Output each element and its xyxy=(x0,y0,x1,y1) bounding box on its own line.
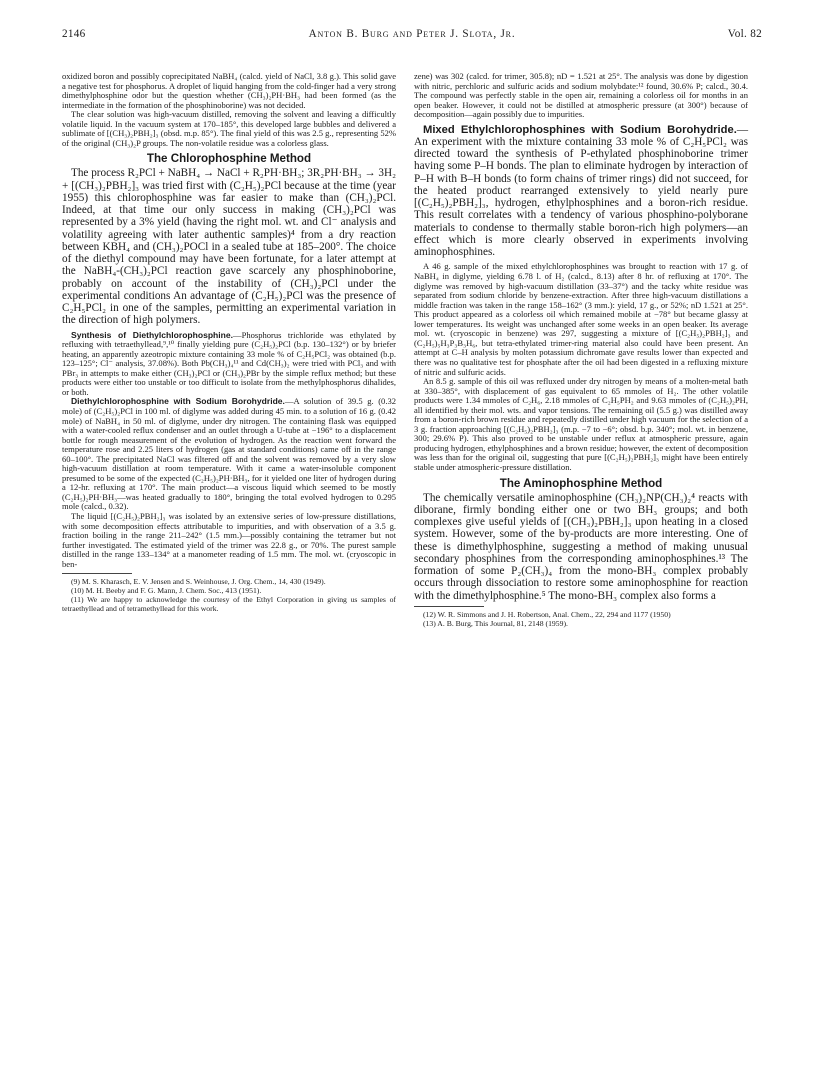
section-heading-chlorophosphine: The Chlorophosphine Method xyxy=(146,152,312,166)
paragraph-text: —Phosphorus trichloride was ethylated by refluxing with tetraethyllead,⁹,¹⁰ finally yielding pure (C₂H₅)₂PCl (b.p. 130–132°) or by briefer heating, an apparently azeotropic mixture containing 33 mole % of C₂H₅PCl₂ was obtained (b.p. 123–125°; Cl⁻ analysis, 37.08%). Both Pb(CH₃)₄¹¹ and Cd(CH₃)₂ were tried with PCl₃ and with PBr₃ in attempts to make either (CH₃)₂PCl or (CH₃)₂PBr by the simple reflux method; but these products were either too unstable or too difficult to isolate from the methylphosphorus dihalides, or both. xyxy=(62,329,397,397)
paragraph: The process R₂PCl + NaBH₄ → NaCl + R₂PH·BH₃; 3R₂PH·BH₃ → 3H₂ + [(CH₃)₂PBH₂]₃ was tried first with (C₂H₅)₂PCl because at the time (year 1955) this chlorophosphine was far easier to make than (CH₃)₂PCl. Indeed, at that time our only success in making (CH₃)₂PCl was represented by a 3% yield (having the right mol. wt. and Cl⁻ analysis and volatility agreeing with later authentic samples)⁴ from a dry reaction between KBH₄ and (CH₃)₂POCl in a sealed tube at 185–200°. The choice of the diethyl compound may have been fortunate, for a later attempt at the NaBH₄-(CH₃)₂PCl reaction gave scarcely any phosphinoborine, probably on account of the instability of (CH₃)₂PCl under the experimental conditions An advantage of (C₂H₅)₂PCl was the presence of C₂H₅PCl₂ in one of the samples, permitting an experimental variation in the direction of high polymers. xyxy=(62,167,396,327)
right-column xyxy=(414,72,748,628)
running-title: Anton B. Burg and Peter J. Slota, Jr. xyxy=(308,28,516,40)
footnote-rule xyxy=(414,606,484,607)
run-in-heading: Synthesis of Diethylchlorophosphine. xyxy=(71,329,234,340)
journal-page xyxy=(62,28,762,1058)
paragraph: The liquid [(C₂H₅)₂PBH₂]₃ was isolated by an extensive series of low-pressure distillations, with some decomposition effects attributable to impurities, and with observation of a 3.5 g. fraction boiling in the range 211–242° (1.5 mm.)—possibly containing the tetramer but not further investigated. The estimated yield of the trimer was 22.8 g., or 70%. The purest sample distilled in the range 133–134° at a manometer reading of 1.5 mm. The mol. wt. (cryoscopic in ben- xyxy=(62,511,396,569)
paragraph xyxy=(62,331,396,398)
left-column xyxy=(62,72,396,613)
page-number: 2146 xyxy=(62,28,86,40)
section-heading-aminophosphine: The Aminophosphine Method xyxy=(499,476,663,490)
paragraph xyxy=(414,124,748,259)
volume-label: Vol. 82 xyxy=(727,28,762,40)
paragraph xyxy=(62,397,396,512)
paragraph-text: —A solution of 39.5 g. (0.32 mole) of (C₂H₅)₂PCl in 100 ml. of diglyme was added during 45 min. to a solution of 16 g. (0.42 mole) of NaBH₄ in 50 ml. of diglyme, under dry nitrogen. The containing flask was equipped with a water-cooled reflux condenser and an outlet through a U-tube at −196° to a displacement bottle for rough measurement of the evolution of hydrogen. As the reaction went forward the temperature rose and 2.25 liters of hydrogen (gas at standard conditions) came off in the range 60–100°. The precipitated NaCl was filtered off and the solvent was removed by a very slow high-vacuum distillation at room temperature. With it came a water-insoluble component presumed to be some of the expected (C₂H₅)₂PH·BH₃, for it yielded one liter of hydrogen during a 12-hr. refluxing at 170°. The main product—a viscous liquid which seemed to be mostly (C₂H₅)₂PH·BH₃—was heated gradually to 180°, bringing the total evolved hydrogen to 0.295 mole (calcd., 0.32). xyxy=(62,396,396,512)
footnote: (10) M. H. Beeby and F. G. Mann, J. Chem. Soc., 413 (1951). xyxy=(71,586,262,596)
run-in-heading: Mixed Ethylchlorophosphines with Sodium Borohydride. xyxy=(423,123,737,136)
paragraph-text: —An experiment with the mixture containing 33 mole % of C₂H₅PCl₂ was directed toward the synthesis of P-ethylated phosphinoborine trimer having some P–H bonds. The plan to eliminate hydrogen by interaction of P–H with B–H bonds (to form chains of trimer rings) did not succeed, for the heated product rearranged extensively to yield nearly pure [(C₂H₅)₂PBH₂]₃, hydrogen, ethylphosphines and a boron-rich residue. This result correlates with a tendency of various phosphino-polyborane materials to condense to thermally stable boron-rich high polymers—an effect which is more clearly observed in experiments involving aminophosphines. xyxy=(414,123,748,259)
footnote: (9) M. S. Kharasch, E. V. Jensen and S. Weinhouse, J. Org. Chem., 14, 430 (1949). xyxy=(71,577,326,587)
footnote: (11) We are happy to acknowledge the courtesy of the Ethyl Corporation in giving us samples of tetraethyllead and of tetramethyllead for this work. xyxy=(62,595,396,614)
paragraph: oxidized boron and possibly coprecipitated NaBH₄ (calcd. yield of NaCl, 3.8 g.). This solid gave a negative test for phosphorus. A droplet of liquid hanging from the cold-finger had a very strong dimethylphosphine odor but the question whether (CH₃)₂PH·BH₃ had been formed (as the intermediate in the formation of the phosphinoborine) was not decided. xyxy=(62,71,396,110)
footnote: (13) A. B. Burg, This Journal, 81, 2148 (1959). xyxy=(423,618,568,628)
paragraph: The clear solution was high-vacuum distilled, removing the solvent and leaving a difficultly volatile liquid. In the vacuum system at 170–185°, this developed large bubbles and delivered a sublimate of [(CH₃)₂PBH₂]₃ (obsd. m.p. 85°). The final yield of this was 2.5 g., representing 52% of the original (CH₃)₂P groups. The non-volatile residue was a colorless glass. xyxy=(62,109,396,148)
paragraph: An 8.5 g. sample of this oil was refluxed under dry nitrogen by means of a molten-metal bath at 330–385°, with displacement of gas equivalent to 65 mmoles of H₂. The other volatile products were 1.34 mmoles of C₂H₆, 2.18 mmoles of C₂H₅PH₂ and 9.63 mmoles of (C₂H₅)₂PH, all identified by their mol. wts. and vapor tensions. The remaining oil (5.5 g.) was distilled away from a boron-rich brown residue and repeatedly distilled under high vacuum for the selection of a 3 g. fraction approaching [(C₂H₅)₂PBH₂]₃ (m.p. −7 to −6°; obsd. b.p. 340°; mol. wt. in benzene, 300; 29.6% P). This also proved to be unstable under reflux at atmospheric pressure, again producing hydrogen, ethylphosphines and a brown residue; however, the extent of decomposition was less than for the original oil, suggesting that pure [(C₂H₅)₂PBH₂]₃ might have been entirely stable under atmospheric-pressure distillation. xyxy=(414,376,748,472)
footnote-rule xyxy=(62,573,132,574)
paragraph: A 46 g. sample of the mixed ethylchlorophosphines was brought to reaction with 17 g. of NaBH₄ in diglyme, yielding 6.78 l. of H₂ (calcd., 8.13) after 8 hr. of refluxing at 170°. The diglyme was removed by high-vacuum distillation (33–37°) and the tacky white residue was separated from sodium chloride by benzene-extraction. After three high-vacuum distillations a middle fraction was taken in the range 158–162° (3 mm.): yield, 17 g., or 52%; nD 1.521 at 25°. This product appeared as a colorless oil which remained mobile at −78° but became glassy at lower temperatures. Its weight was unchanged after some weeks in an open beaker. Its average mol. wt. (cryoscopic in benzene) was 297, suggesting a mixture of [(C₂H₅)₂PBH₂]₃ and (C₂H₅)₅H₃P₃B₃H₆, but tetra-ethylated trimer-ring material also could have been present. An attempt at C–H analysis by molten potassium dichromate gave results lower than expected and there was no qualitative test for phosphate after the oil had been digested in a refluxing mixture of nitric and sulfuric acids. xyxy=(414,261,748,377)
running-header xyxy=(62,28,762,50)
footnote: (12) W. R. Simmons and J. H. Robertson, Anal. Chem., 22, 294 and 1177 (1950) xyxy=(423,609,671,619)
run-in-heading: Diethylchlorophosphine with Sodium Borohydride. xyxy=(71,396,285,407)
paragraph: The chemically versatile aminophosphine (CH₃)₂NP(CH₃)₂⁴ reacts with diborane, firmly bonding either one or two BH₃ groups; and both complexes give useful yields of [(CH₃)₂PBH₂]₃ upon heating in a closed system. However, some of the by-products are more interesting. One of these is dimethylphosphine, suggesting a method of making unusual secondary phosphines from the corresponding aminophosphines.¹³ The formation of some P₂(CH₃)₄ from the mono-BH₃ complex probably occurs through dissociation to restore some aminophosphine for reaction with the dimethylphosphine.⁵ The mono-BH₃ complex also forms a xyxy=(414,491,748,602)
paragraph: zene) was 302 (calcd. for trimer, 305.8); nD = 1.521 at 25°. The analysis was done by digestion with nitric, perchloric and sulfuric acids and sodium molybdate:¹² found, 30.6% P; calcd., 30.4. The compound was perfectly stable in the open air, remaining a colorless oil for months in an open beaker. However, it could not be distilled at atmospheric pressure (at 300°) because of decomposition—again possibly due to impurities. xyxy=(414,71,748,120)
